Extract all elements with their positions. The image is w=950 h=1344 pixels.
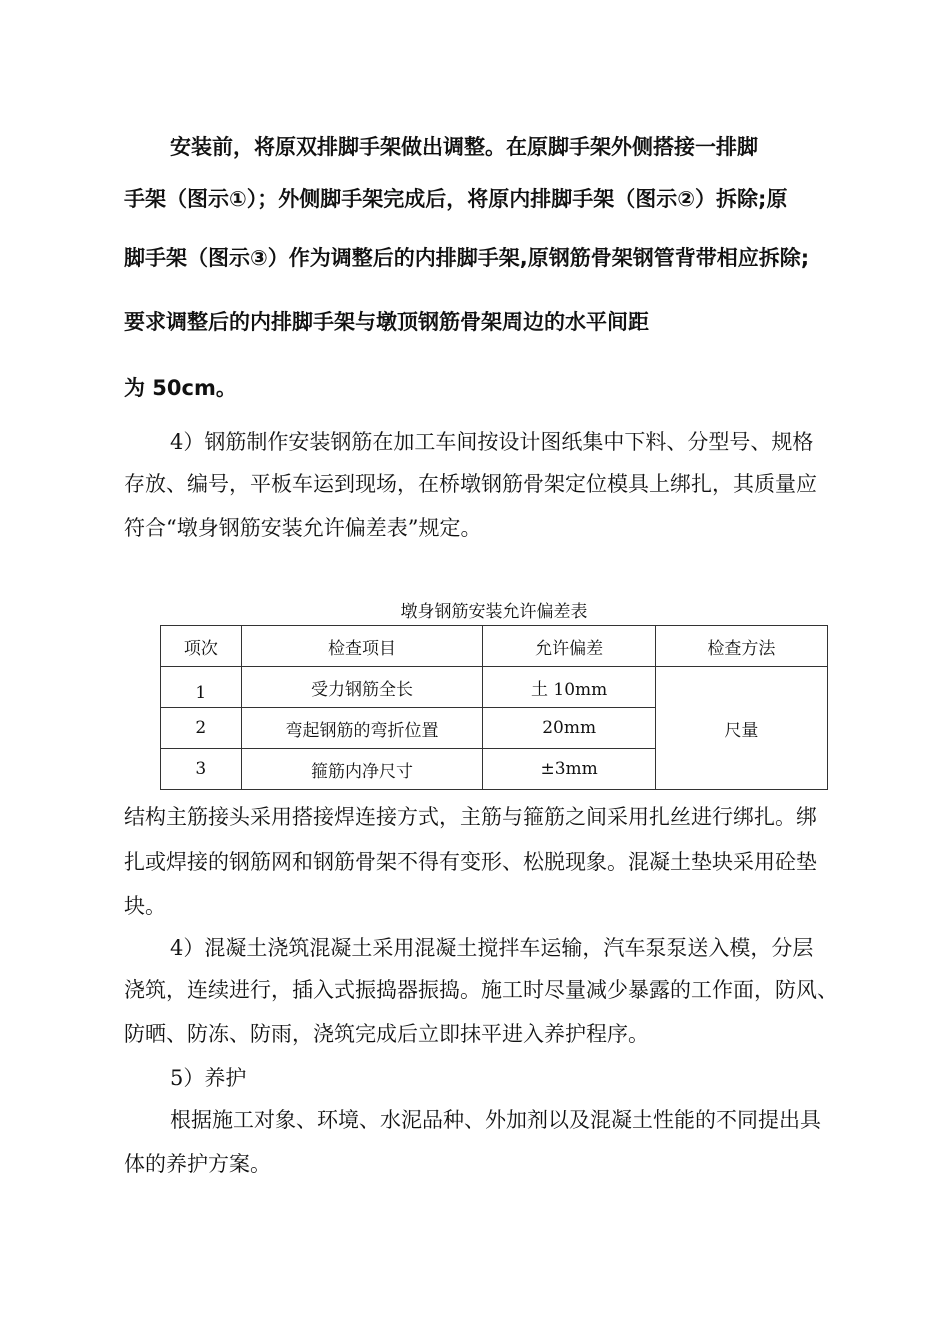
- text-line: 为 50cm。: [124, 376, 237, 400]
- text-line: 扎或焊接的钢筋网和钢筋骨架不得有变形、松脱现象。混凝土垫块采用砼垫: [124, 850, 817, 874]
- row-tolerance: 土 10mm: [483, 667, 655, 708]
- row-item: 箍筋内净尺寸: [241, 749, 483, 790]
- text-line: 安装前，将原双排脚手架做出调整。在原脚手架外侧搭接一排脚: [170, 135, 758, 159]
- text-line: 5）养护: [170, 1066, 247, 1090]
- text-line: 存放、编号，平板车运到现场，在桥墩钢筋骨架定位模具上绑扎，其质量应: [124, 472, 817, 496]
- text-line: 体的养护方案。: [124, 1152, 271, 1176]
- row-item: 受力钢筋全长: [241, 667, 483, 708]
- text-line: 符合“墩身钢筋安装允许偏差表”规定。: [124, 516, 482, 540]
- text-line: 根据施工对象、环境、水泥品种、外加剂以及混凝土性能的不同提出具: [170, 1108, 821, 1132]
- row-no: 2: [161, 708, 242, 749]
- text-line: 4）钢筋制作安装钢筋在加工车间按设计图纸集中下料、分型号、规格: [170, 430, 814, 454]
- row-tolerance: ±3mm: [483, 749, 655, 790]
- row-no: 3: [161, 749, 242, 790]
- table-header-row: [161, 626, 828, 667]
- text-line: 4）混凝土浇筑混凝土采用混凝土搅拌车运输，汽车泵泵送入模，分层: [170, 936, 814, 960]
- row-tolerance: 20mm: [483, 708, 655, 749]
- table-caption: 墩身钢筋安装允许偏差表: [400, 602, 588, 622]
- row-method: 尺量: [655, 667, 827, 790]
- text-line: 块。: [124, 894, 166, 918]
- header-method: 检查方法: [655, 626, 827, 667]
- text-line: 要求调整后的内排脚手架与墩顶钢筋骨架周边的水平间距: [124, 310, 649, 334]
- text-line: 结构主筋接头采用搭接焊连接方式，主筋与箍筋之间采用扎丝进行绑扎。绑: [124, 805, 817, 829]
- header-item: 检查项目: [241, 626, 483, 667]
- text-line: 浇筑，连续进行，插入式振捣器振捣。施工时尽量减少暴露的工作面，防风、: [124, 978, 838, 1002]
- row-item: 弯起钢筋的弯折位置: [241, 708, 483, 749]
- text-line: 防晒、防冻、防雨，浇筑完成后立即抹平进入养护程序。: [124, 1022, 649, 1046]
- header-tolerance: 允许偏差: [483, 626, 655, 667]
- header-no: 项次: [161, 626, 242, 667]
- text-line: 手架（图示①）；外侧脚手架完成后，将原内排脚手架（图示②）拆除;原: [124, 187, 788, 211]
- table-row: [161, 667, 828, 708]
- text-line: 脚手架（图示③）作为调整后的内排脚手架,原钢筋骨架钢管背带相应拆除;: [124, 246, 810, 270]
- tolerance-table: [160, 625, 828, 790]
- row-no: 1: [161, 667, 242, 708]
